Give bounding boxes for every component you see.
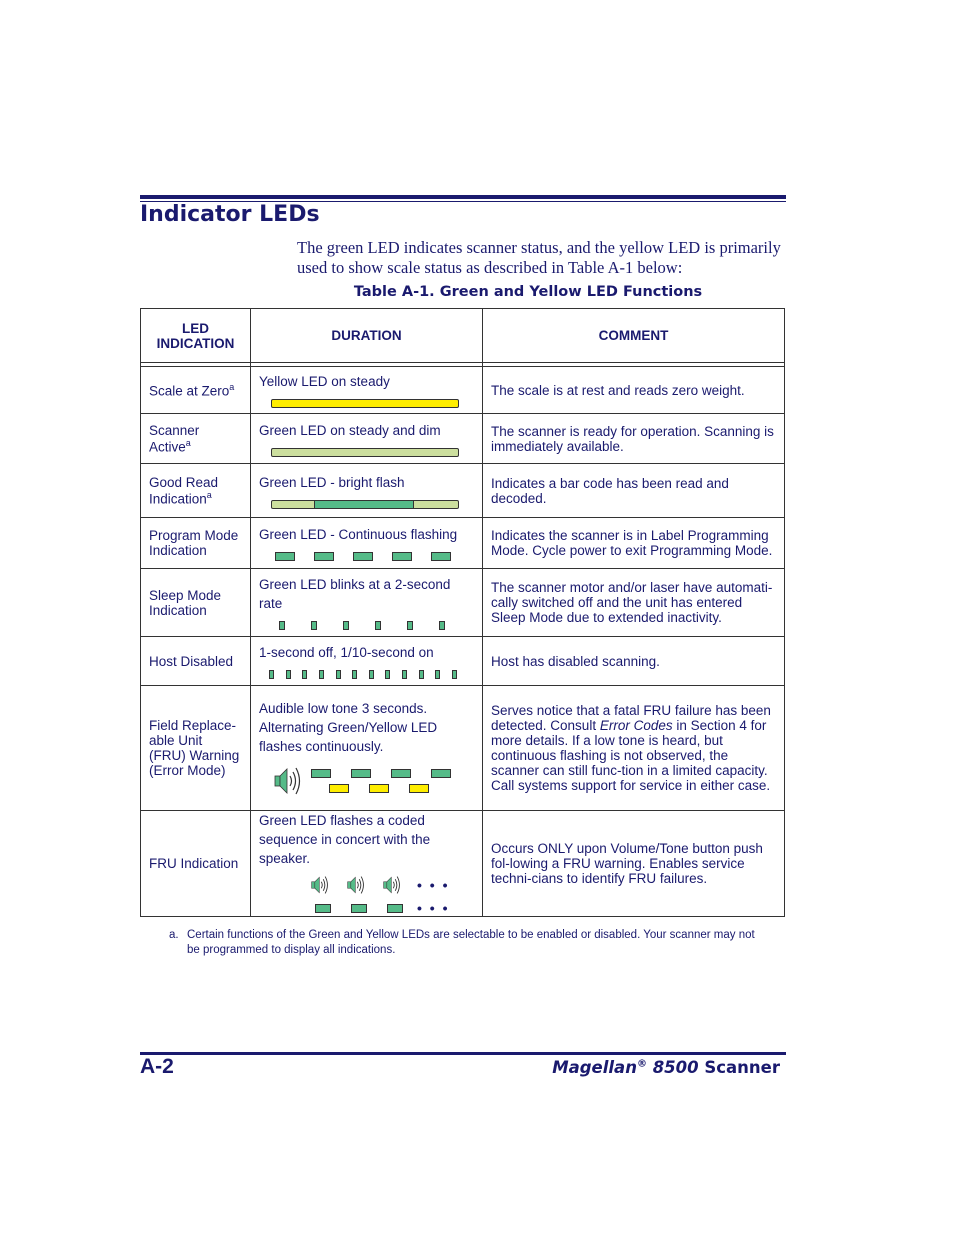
green-dim-led-bar	[271, 448, 459, 457]
product-name: Magellan® 8500 Scanner	[552, 1058, 780, 1077]
table-row	[141, 569, 785, 637]
page-number: A-2	[140, 1055, 174, 1078]
header-comment: COMMENT	[483, 309, 785, 363]
speaker-sound-icon	[309, 874, 331, 896]
table-row	[141, 464, 785, 518]
led-cell: Scale at Zero$^a$	[141, 367, 251, 414]
comment-cell: Serves notice that a fatal FRU failure has been detected. Consult Error Codes in Section 4 for more details. If a low tone is heard, but continuous flashing is not observed, the scanner can still func-tion in a limited capacity. Call systems support for service in either case.	[483, 686, 785, 811]
duration-cell: Green LED on steady and dim	[251, 414, 483, 464]
ellipsis-icon: • • •	[417, 877, 450, 893]
comment-cell: The scale is at rest and reads zero weight.	[483, 367, 785, 414]
duration-cell: Green LED - Continuous flashing	[251, 518, 483, 569]
duration-cell: 1-second off, 1/10-second on	[251, 637, 483, 686]
table-row	[141, 367, 785, 414]
continuous-flash-pattern	[275, 552, 451, 561]
table-row	[141, 518, 785, 569]
duration-cell: Yellow LED on steady	[251, 367, 483, 414]
host-disabled-pattern	[269, 670, 457, 679]
table-caption: Table A-1. Green and Yellow LED Functions	[353, 284, 703, 300]
two-second-blink-pattern	[279, 621, 445, 630]
led-functions-table	[140, 308, 785, 917]
duration-cell: Audible low tone 3 seconds. Alternating Green/Yellow LED flashes continuously.	[251, 686, 483, 811]
speaker-sound-icon	[345, 874, 367, 896]
led-cell: FRU Indication	[141, 811, 251, 917]
led-cell: Sleep Mode Indication	[141, 569, 251, 637]
header-led-indication: LED INDICATION	[141, 309, 251, 363]
duration-cell: Green LED flashes a coded sequence in concert with the speaker. • • • • • •	[251, 811, 483, 917]
led-cell: Program Mode Indication	[141, 518, 251, 569]
led-cell: Field Replace-able Unit (FRU) Warning (Error Mode)	[141, 686, 251, 811]
comment-cell: Indicates the scanner is in Label Programming Mode. Cycle power to exit Programming Mode.	[483, 518, 785, 569]
intro-paragraph: The green LED indicates scanner status, and the yellow LED is primarily used to show scale status as described in Table A-1 below:	[297, 238, 781, 277]
section-title: Indicator LEDs	[140, 202, 320, 227]
table-row	[141, 811, 785, 917]
footnote	[169, 928, 769, 958]
footer-rule	[140, 1052, 786, 1055]
comment-cell: Host has disabled scanning.	[483, 637, 785, 686]
fru-indication-pattern	[309, 874, 474, 916]
header-duration: DURATION	[251, 309, 483, 363]
footnote-mark: a.	[169, 929, 179, 941]
duration-cell: Green LED - bright flash	[251, 464, 483, 518]
led-cell: Scanner Active$^a$	[141, 414, 251, 464]
table-row	[141, 414, 785, 464]
green-bright-flash-bar	[271, 500, 459, 509]
speaker-sound-icon	[273, 764, 303, 798]
speaker-sound-icon	[381, 874, 403, 896]
comment-cell: Indicates a bar code has been read and decoded.	[483, 464, 785, 518]
led-cell: Host Disabled	[141, 637, 251, 686]
comment-cell: Occurs ONLY upon Volume/Tone button push fol-lowing a FRU warning. Enables service techni-cians to identify FRU failures.	[483, 811, 785, 917]
comment-cell: The scanner motor and/or laser have automati-cally switched off and the unit has entered Sleep Mode due to extended inactivity.	[483, 569, 785, 637]
yellow-led-bar	[271, 399, 459, 408]
led-cell: Good Read Indication$^a$	[141, 464, 251, 518]
comment-cell: The scanner is ready for operation. Scanning is immediately available.	[483, 414, 785, 464]
table-row	[141, 686, 785, 811]
table-header-row	[141, 309, 785, 363]
duration-cell: Green LED blinks at a 2-second rate	[251, 569, 483, 637]
footnote-text: Certain functions of the Green and Yellow LEDs are selectable to be enabled or disabled. Your scanner may not be programmed to display all indications.	[187, 929, 755, 956]
ellipsis-icon: • • •	[417, 900, 450, 916]
fru-warning-pattern	[273, 764, 474, 798]
table-row	[141, 637, 785, 686]
